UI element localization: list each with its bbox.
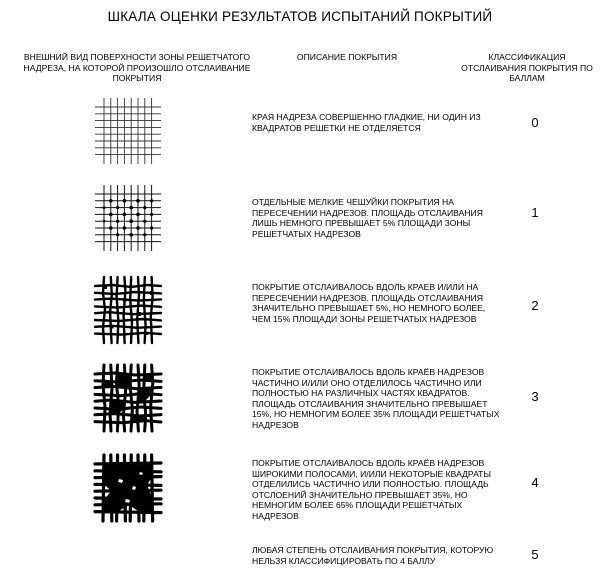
crosshatch-grid-0 (95, 98, 161, 164)
row-score-2: 2 (531, 298, 539, 313)
row-description-5: ЛЮБАЯ СТЕПЕНЬ ОТСЛАИВАНИЯ ПОКРЫТИЯ, КОТОРУЮ НЕЛЬЗЯ КЛАССИФИЦИРОВАТЬ ПО 4 БАЛЛУ (252, 545, 494, 566)
crosshatch-grid-2 (95, 277, 161, 343)
crosshatch-grid-1 (95, 185, 161, 251)
page-title: ШКАЛА ОЦЕНКИ РЕЗУЛЬТАТОВ ИСПЫТАНИЙ ПОКРЫТИЙ (107, 9, 493, 24)
column-header-classification: КЛАССИФИКАЦИЯ ОТСЛАИВАНИЯ ПОКРЫТИЯ ПО БАЛЛАМ (461, 52, 593, 83)
crosshatch-grid-3 (95, 365, 161, 431)
row-description-1: ОТДЕЛЬНЫЕ МЕЛКИЕ ЧЕШУЙКИ ПОКРЫТИЯ НА ПЕРЕСЕЧЕНИИ НАДРЕЗОВ. ПЛОЩАДЬ ОТСЛАИВАНИЯ ЛИШЬ НЕМНОГО ПРЕВЫШАЕТ 5% ПЛОЩАДИ ЗОНЫ РЕШЕТЧАТЫХ НАДРЕЗОВ (252, 197, 483, 239)
column-header-appearance: ВНЕШНИЙ ВИД ПОВЕРХНОСТИ ЗОНЫ РЕШЕТЧАТОГО НАДРЕЗА, НА КОТОРОЙ ПРОИЗОШЛО ОТСЛАИВАНИЕ ПОКРЫТИЯ (23, 52, 251, 83)
row-score-3: 3 (531, 389, 539, 404)
row-score-4: 4 (531, 475, 539, 490)
column-header-description: ОПИСАНИЕ ПОКРЫТИЯ (296, 52, 398, 62)
row-description-3: ПОКРЫТИЕ ОТСЛАИВАЛОСЬ ВДОЛЬ КРАЁВ НАДРЕЗОВ ЧАСТИЧНО И/ИЛИ ОНО ОТДЕЛИЛОСЬ ЧАСТИЧНО ИЛИ ПОЛНОСТЬЮ НА РАЗЛИЧНЫХ ЧАСТЯХ КВАДРАТОВ. ПЛОЩАДЬ ОТСЛАИВАНИЯ ЗНАЧИТЕЛЬНО ПРЕВЫШАЕТ 15%, НО НЕМНОГИМ БОЛЕЕ 35% ПЛОЩАДИ РЕШЕТЧАТЫХ НАДРЕЗОВ (252, 367, 500, 430)
crosshatch-grid-4 (95, 455, 161, 521)
row-description-4: ПОКРЫТИЕ ОТСЛАИВАЛОСЬ ВДОЛЬ КРАЁВ НАДРЕЗОВ ШИРОКИМИ ПОЛОСАМИ, И/ИЛИ НЕКОТОРЫЕ КВАДРАТЫ ОТДЕЛИЛИСЬ ЧАСТИЧНО ИЛИ ПОЛНОСТЬЮ. ПЛОЩАДЬ ОТСЛОЕНИЙ ЗНАЧИТЕЛЬНО ПРЕВЫШАЕТ 35%, НО НЕМНОГИМ БОЛЕЕ 65% ПЛОЩАДИ РЕШЕТЧАТЫХ НАДРЕЗОВ (252, 458, 491, 521)
row-description-0: КРАЯ НАДРЕЗА СОВЕРШЕННО ГЛАДКИЕ, НИ ОДИН ИЗ КВАДРАТОВ РЕШЕТКИ НЕ ОТДЕЛЯЕТСЯ (252, 112, 481, 133)
row-score-5: 5 (531, 547, 539, 562)
row-score-0: 0 (531, 115, 539, 130)
row-description-2: ПОКРЫТИЕ ОТСЛАИВАЛОСЬ ВДОЛЬ КРАЕВ И/ИЛИ НА ПЕРЕСЕЧЕНИИ НАДРЕЗОВ. ПЛОЩАДЬ ОТСЛАИВАНИЯ ЗНАЧИТЕЛЬНО ПРЕВЫШАЕТ 5%, НО НЕМНОГО БОЛЕЕ, ЧЕМ 15% ПЛОЩАДИ ЗОНЫ РЕШЕТЧАТЫХ НАДРЕЗОВ (252, 282, 486, 324)
row-score-1: 1 (531, 205, 539, 220)
